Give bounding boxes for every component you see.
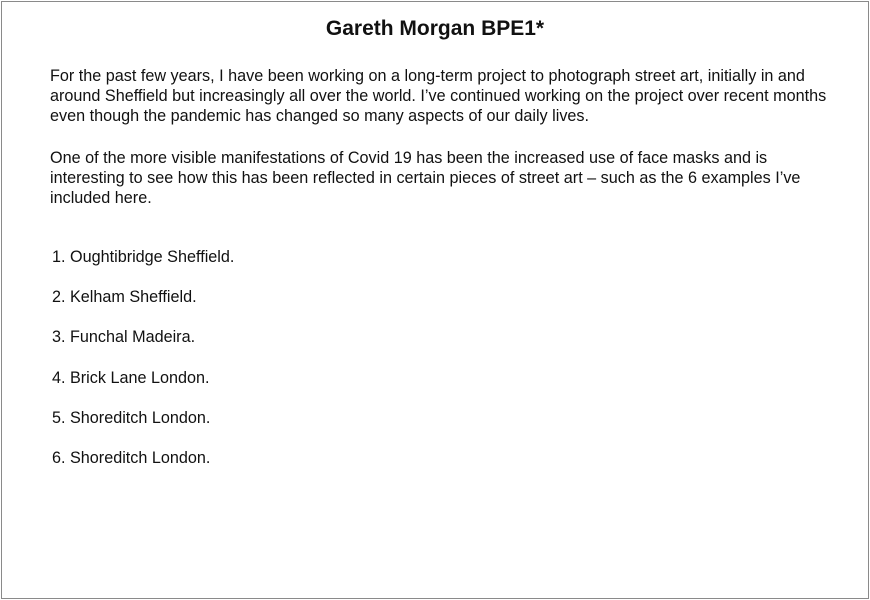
list-item: 2. Kelham Sheffield.: [52, 288, 197, 307]
list-item: 4. Brick Lane London.: [52, 368, 210, 387]
document-page: [1, 1, 869, 599]
list-item: 3. Funchal Madeira.: [52, 328, 196, 347]
intro-paragraph: For the past few years, I have been working on a long-term project to photograph street art, initially in and around Sheffield but increasingly all over the world. I’ve continued working on the project over recent months even though the pandemic has changed so many aspects of our daily lives.: [50, 67, 827, 125]
covid-paragraph: One of the more visible manifestations of Covid 19 has been the increased use of face masks and is interesting to see how this has been reflected in certain pieces of street art – such as the 6 examples I’ve included here.: [50, 149, 801, 207]
list-item: 5. Shoreditch London.: [52, 408, 211, 427]
location-list: [52, 247, 234, 488]
list-item: 1. Oughtibridge Sheffield.: [52, 248, 235, 266]
page-title: Gareth Morgan BPE1*: [325, 17, 545, 40]
list-item: 6. Shoreditch London.: [52, 448, 211, 467]
